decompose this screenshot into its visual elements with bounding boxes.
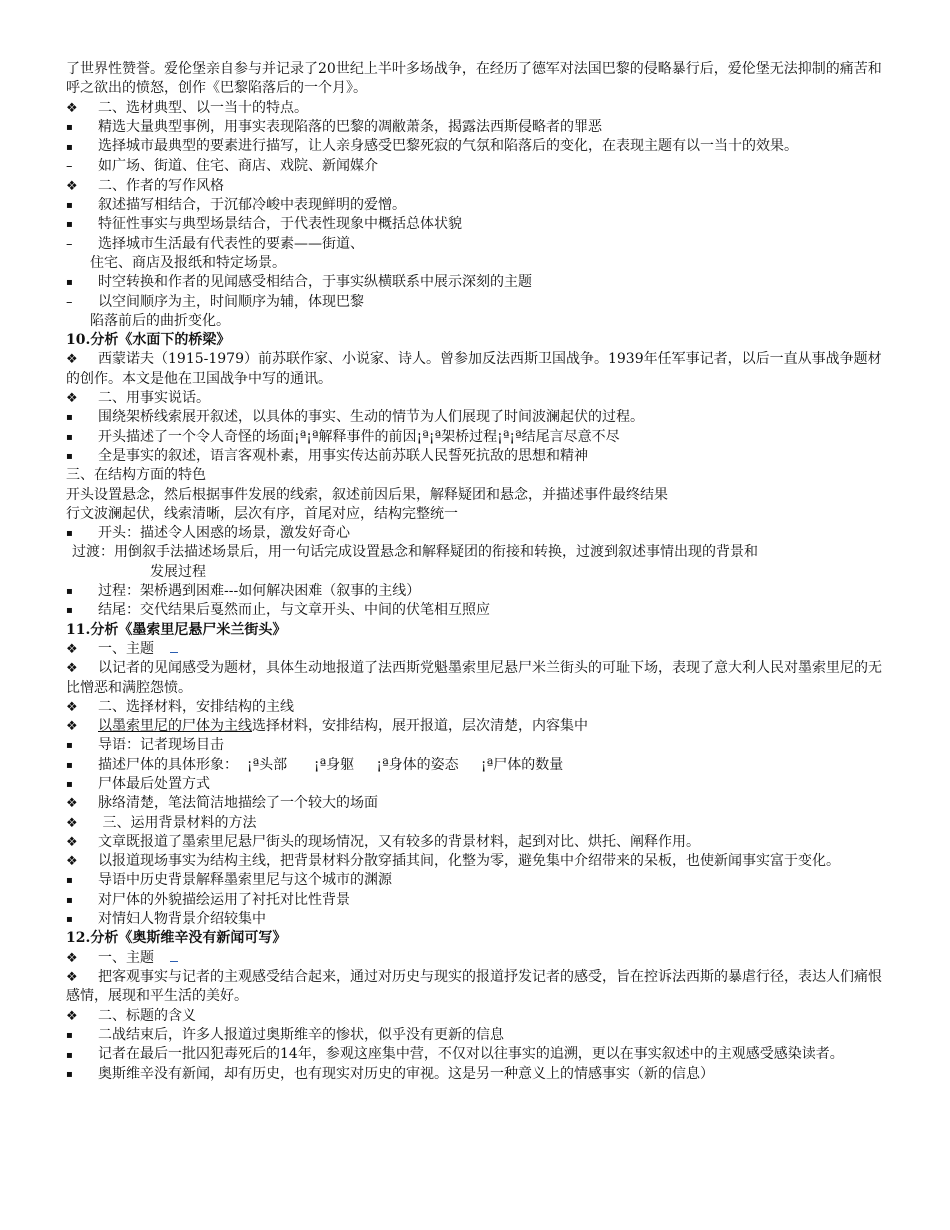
list-item: ▪ 过程：架桥遇到困难---如何解决困难（叙事的主线） bbox=[66, 582, 884, 601]
list-item: ▪ 奥斯维辛没有新闻，却有历史，也有现实对历史的审视。这是另一种意义上的情感事实（新的信息） bbox=[66, 1065, 884, 1084]
list-item: ▪ 尸体最后处置方式 bbox=[66, 775, 884, 794]
diamond-bullet-icon: ❖ bbox=[66, 969, 78, 985]
diamond-bullet-icon: ❖ bbox=[66, 719, 78, 735]
square-bullet-icon: ▪ bbox=[66, 1069, 73, 1081]
diamond-bullet-icon: ❖ bbox=[66, 796, 78, 812]
list-item: ▪ 选择城市最典型的要素进行描写，让人亲身感受巴黎死寂的气氛和陷落后的变化，在表现主题有以一当十的效果。 bbox=[66, 137, 884, 157]
diamond-bullet-icon: ❖ bbox=[66, 100, 78, 116]
square-bullet-icon: ▪ bbox=[66, 450, 73, 462]
list-item: – 以空间顺序为主，时间顺序为辅，体现巴黎 bbox=[66, 293, 884, 312]
paragraph: 过渡：用倒叙手法描述场景后，用一句话完成设置悬念和解释疑团的衔接和转换，过渡到叙述事情出现的背景和 bbox=[72, 544, 758, 561]
list-item: – 选择城市生活最有代表性的要素——街道、 bbox=[66, 235, 884, 254]
list-item: ❖ 把客观事实与记者的主观感受结合起来，通过对历史与现实的报道抒发记者的感受，旨在控诉法西斯的暴虐行径，表达人们痛恨感情，展现和平生活的美好。 bbox=[66, 968, 882, 1005]
continuation-line: 发展过程 bbox=[150, 563, 206, 580]
list-item: ▪ 开头描述了一个令人奇怪的场面¡ª¡ª解释事件的前因¡ª¡ª架桥过程¡ª¡ª结尾言尽意不尽 bbox=[66, 428, 884, 447]
square-bullet-icon: ▪ bbox=[66, 431, 73, 443]
list-item: ❖ 脉络清楚，笔法简洁地描绘了一个较大的场面 bbox=[66, 794, 884, 813]
underlined-text: 以墨索里尼的尸体为主线 bbox=[98, 718, 252, 735]
diamond-bullet-icon: ❖ bbox=[66, 661, 78, 677]
list-item: ❖ 文章既报道了墨索里尼悬尸街头的现场情况，又有较多的背景材料，起到对比、烘托、阐释作用。 bbox=[66, 833, 884, 852]
underline-blank bbox=[170, 640, 178, 653]
list-item: ❖ 西蒙诺夫（1915-1979）前苏联作家、小说家、诗人。曾参加反法西斯卫国战争。1939年任军事记者，以后一直从事战争题材的创作。本文是他在卫国战争中写的通讯。 bbox=[66, 351, 882, 387]
continuation-line: 陷落前后的曲折变化。 bbox=[90, 312, 230, 329]
list-item: ▪ 导语：记者现场目击 bbox=[66, 736, 884, 755]
square-bullet-icon: ▪ bbox=[66, 528, 73, 540]
square-bullet-icon: ▪ bbox=[66, 219, 73, 231]
list-item: ▪ 描述尸体的具体形象： ¡ª头部 ¡ª身躯 ¡ª身体的姿态 ¡ª尸体的数量 bbox=[66, 756, 884, 775]
square-bullet-icon: ▪ bbox=[66, 605, 73, 617]
underline-blank bbox=[170, 949, 178, 962]
list-item: ▪ 结尾：交代结果后戛然而止，与文章开头、中间的伏笔相互照应 bbox=[66, 601, 884, 620]
diamond-bullet-icon: ❖ bbox=[66, 352, 78, 368]
list-item: ❖ 以墨索里尼的尸体为主线选择材料，安排结构，展开报道，层次清楚，内容集中 bbox=[66, 717, 884, 736]
section-heading: 10.分析《水面下的桥梁》 bbox=[66, 332, 231, 349]
list-item: – 如广场、街道、住宅、商店、戏院、新闻媒介 bbox=[66, 157, 884, 176]
dash-bullet-icon: – bbox=[66, 159, 73, 175]
diamond-bullet-icon: ❖ bbox=[66, 1008, 78, 1024]
list-item: ▪ 对情妇人物背景介绍较集中 bbox=[66, 910, 884, 929]
square-bullet-icon: ▪ bbox=[66, 412, 73, 424]
square-bullet-icon: ▪ bbox=[66, 142, 73, 154]
square-bullet-icon: ▪ bbox=[66, 277, 73, 289]
square-bullet-icon: ▪ bbox=[66, 914, 73, 926]
paragraph: 三、在结构方面的特色 bbox=[66, 467, 206, 484]
list-item: ▪ 二战结束后，许多人报道过奥斯维辛的惨状，似乎没有更新的信息 bbox=[66, 1026, 884, 1045]
continuation-line: 住宅、商店及报纸和特定场景。 bbox=[90, 254, 286, 271]
dash-bullet-icon: – bbox=[66, 236, 73, 252]
list-item: ❖ 三、运用背景材料的方法 bbox=[66, 814, 884, 833]
square-bullet-icon: ▪ bbox=[66, 586, 73, 598]
paragraph: 开头设置悬念，然后根据事件发展的线索，叙述前因后果，解释疑团和悬念，并描述事件最终结果 bbox=[66, 486, 668, 503]
paragraph: 行文波澜起伏，线索清晰，层次有序，首尾对应，结构完整统一 bbox=[66, 505, 458, 522]
list-item: ▪ 精选大量典型事例，用事实表现陷落的巴黎的凋敝萧条，揭露法西斯侵略者的罪恶 bbox=[66, 118, 884, 137]
list-item: ❖ 以记者的见闻感受为题材，具体生动地报道了法西斯党魁墨索里尼悬尸米兰街头的可耻下场，表现了意大利人民对墨索里尼的无比憎恶和满腔怨愤。 bbox=[66, 660, 882, 696]
list-item: ▪ 时空转换和作者的见闻感受相结合，于事实纵横联系中展示深刻的主题 bbox=[66, 273, 884, 292]
square-bullet-icon: ▪ bbox=[66, 1050, 73, 1062]
diamond-bullet-icon: ❖ bbox=[66, 854, 78, 870]
square-bullet-icon: ▪ bbox=[66, 759, 73, 771]
square-bullet-icon: ▪ bbox=[66, 894, 73, 906]
square-bullet-icon: ▪ bbox=[66, 121, 73, 133]
square-bullet-icon: ▪ bbox=[66, 778, 73, 790]
list-item: ❖ 二、用事实说话。 bbox=[66, 389, 884, 408]
dash-bullet-icon: – bbox=[66, 294, 73, 310]
list-item: ▪ 特征性事实与典型场景结合，于代表性现象中概括总体状貌 bbox=[66, 215, 884, 234]
list-item: ▪ 叙述描写相结合，于沉郁冷峻中表现鲜明的爱憎。 bbox=[66, 196, 884, 215]
list-item: ▪ 对尸体的外貌描绘运用了衬托对比性背景 bbox=[66, 891, 884, 910]
diamond-bullet-icon: ❖ bbox=[66, 391, 78, 407]
diamond-bullet-icon: ❖ bbox=[66, 178, 78, 194]
square-bullet-icon: ▪ bbox=[66, 740, 73, 752]
diamond-bullet-icon: ❖ bbox=[66, 699, 78, 715]
list-item: ❖ 二、选择材料，安排结构的主线 bbox=[66, 698, 884, 717]
list-item: ❖ 二、选材典型、以一当十的特点。 bbox=[66, 99, 884, 118]
square-bullet-icon: ▪ bbox=[66, 200, 73, 212]
list-item: ❖ 以报道现场事实为结构主线，把背景材料分散穿插其间，化整为零，避免集中介绍带来的呆板，也使新闻事实富于变化。 bbox=[66, 852, 884, 871]
diamond-bullet-icon: ❖ bbox=[66, 641, 78, 657]
paragraph: 了世界性赞誉。爱伦堡亲自参与并记录了20世纪上半叶多场战争，在经历了德军对法国巴黎的侵略暴行后，爱伦堡无法抑制的痛苦和呼之欲出的愤怒，创作《巴黎陷落后的一个月》。 bbox=[66, 61, 882, 97]
section-heading: 11.分析《墨索里尼悬尸米兰街头》 bbox=[66, 621, 287, 638]
diamond-bullet-icon: ❖ bbox=[66, 815, 78, 831]
list-item: ▪ 全是事实的叙述，语言客观朴素，用事实传达前苏联人民誓死抗敌的思想和精神 bbox=[66, 447, 884, 466]
section-heading: 12.分析《奥斯维辛没有新闻可写》 bbox=[66, 930, 287, 947]
list-item: ▪ 开头：描述令人困惑的场景，激发好奇心 bbox=[66, 524, 884, 543]
list-item: ❖ 一、主题 bbox=[66, 640, 884, 659]
list-item: ▪ 导语中历史背景解释墨索里尼与这个城市的渊源 bbox=[66, 871, 884, 890]
diamond-bullet-icon: ❖ bbox=[66, 834, 78, 850]
list-item: ▪ 记者在最后一批囚犯毒死后的14年，参观这座集中营，不仅对以往事实的追溯，更以在事实叙述中的主观感受感染读者。 bbox=[66, 1045, 884, 1065]
square-bullet-icon: ▪ bbox=[66, 1029, 73, 1041]
list-item: ▪ 围绕架桥线索展开叙述，以具体的事实、生动的情节为人们展现了时间波澜起伏的过程。 bbox=[66, 408, 884, 427]
square-bullet-icon: ▪ bbox=[66, 875, 73, 887]
list-item: ❖ 二、标题的含义 bbox=[66, 1007, 884, 1026]
list-item: ❖ 二、作者的写作风格 bbox=[66, 177, 884, 196]
list-item: ❖ 一、主题 bbox=[66, 949, 884, 968]
diamond-bullet-icon: ❖ bbox=[66, 950, 78, 966]
